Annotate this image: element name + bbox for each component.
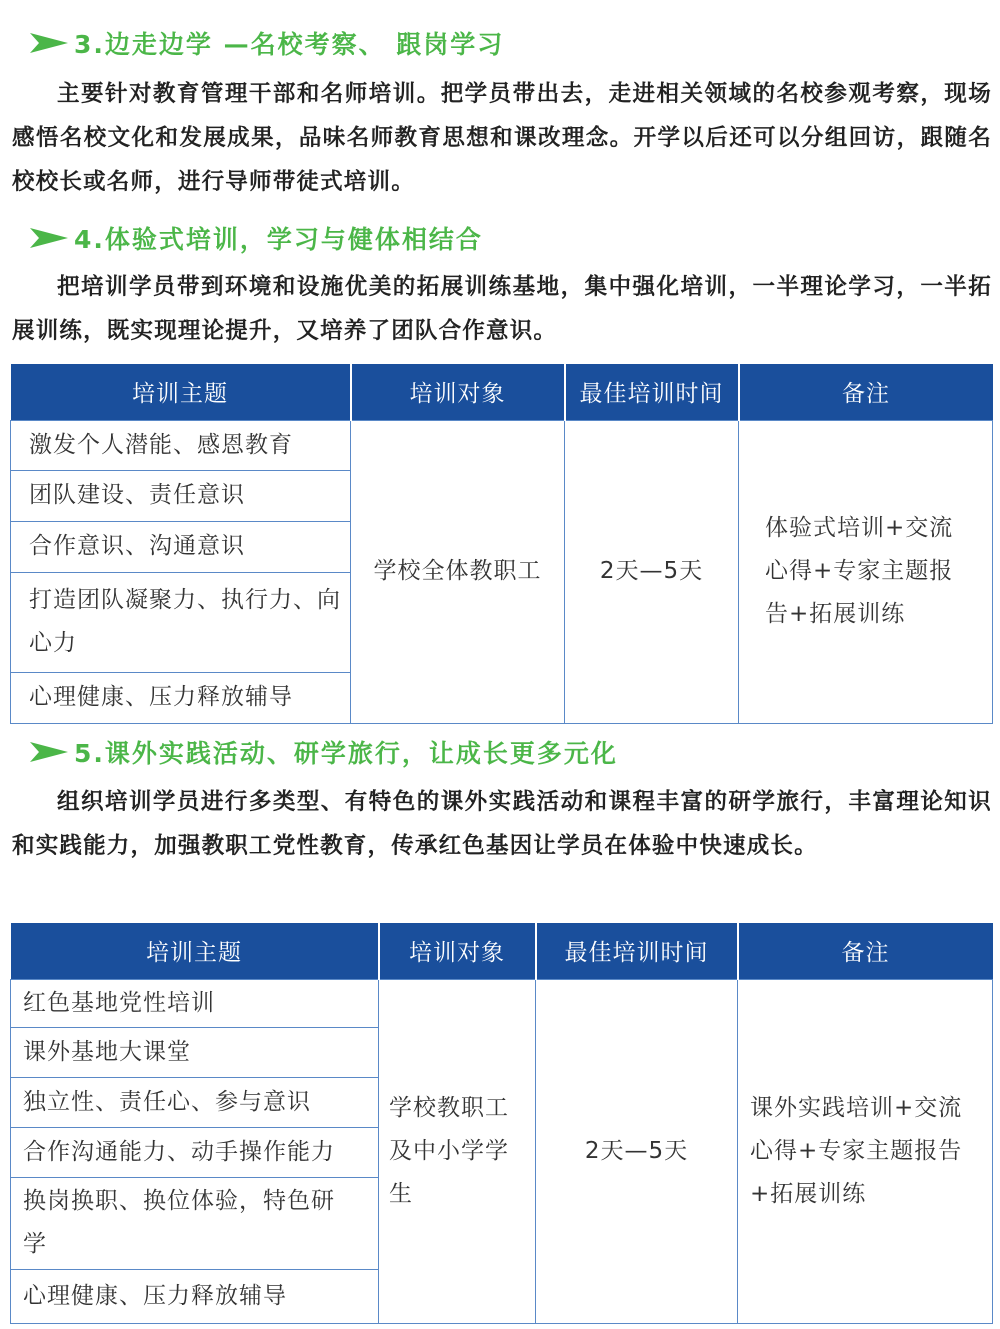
header-target: 培训对象: [379, 923, 536, 979]
target-cell: 学校全体教职工: [351, 420, 565, 723]
topic-cell: 合作沟通能力、动手操作能力: [11, 1127, 379, 1177]
topic-cell: 心理健康、压力释放辅导: [11, 1269, 379, 1323]
table-row: [11, 979, 993, 1027]
topic-cell: 课外基地大课堂: [11, 1027, 379, 1077]
header-note: 备注: [739, 364, 993, 420]
section-3-title: 3.边走边学 —名校考察、 跟岗学习: [74, 30, 505, 59]
table-header-row: [11, 923, 993, 979]
topic-cell: 打造团队凝聚力、执行力、向心力: [11, 572, 351, 672]
section-4-title: 4.体验式培训，学习与健体相结合: [74, 225, 483, 254]
topic-cell: 合作意识、沟通意识: [11, 521, 351, 572]
header-topic: 培训主题: [11, 923, 379, 979]
section-4-heading: [30, 218, 483, 258]
topic-cell: 团队建设、责任意识: [11, 470, 351, 521]
header-topic: 培训主题: [11, 364, 351, 420]
green-arrow-icon: [30, 225, 68, 251]
section-4-paragraph: 把培训学员带到环境和设施优美的拓展训练基地，集中强化培训，一半理论学习，一半拓展训练，既实现理论提升，又培养了团队合作意识。: [12, 274, 992, 344]
topic-cell: 换岗换职、换位体验，特色研学: [11, 1177, 379, 1269]
header-duration: 最佳培训时间: [536, 923, 738, 979]
table-header-row: [11, 364, 993, 420]
section-5-title: 5.课外实践活动、研学旅行，让成长更多元化: [74, 739, 618, 768]
green-arrow-icon: [30, 739, 68, 765]
target-cell: 学校教职工及中小学学生: [379, 979, 536, 1323]
topic-cell: 红色基地党性培训: [11, 979, 379, 1027]
duration-cell: 2天—5天: [536, 979, 738, 1323]
section-5-paragraph: 组织培训学员进行多类型、有特色的课外实践活动和课程丰富的研学旅行，丰富理论知识和实践能力，加强教职工党性教育，传承红色基因让学员在体验中快速成长。: [12, 789, 992, 859]
section-3-paragraph: 主要针对教育管理干部和名师培训。把学员带出去，走进相关领域的名校参观考察，现场感悟名校文化和发展成果，品味名师教育思想和课改理念。开学以后还可以分组回访，跟随名校校长或名师，进行导师带徒式培训。: [12, 81, 992, 195]
training-table-2: [10, 923, 993, 1324]
green-arrow-icon: [30, 30, 68, 56]
note-cell: 体验式培训+交流心得+专家主题报告+拓展训练: [739, 420, 993, 723]
training-table-1: [10, 364, 993, 724]
header-note: 备注: [738, 923, 993, 979]
section-5-heading: [30, 732, 618, 772]
table-row: [11, 420, 993, 470]
header-target: 培训对象: [351, 364, 565, 420]
section-3-heading: [30, 23, 504, 63]
note-cell: 课外实践培训+交流心得+专家主题报告+拓展训练: [738, 979, 993, 1323]
topic-cell: 激发个人潜能、感恩教育: [11, 420, 351, 470]
header-duration: 最佳培训时间: [565, 364, 739, 420]
topic-cell: 独立性、责任心、参与意识: [11, 1077, 379, 1127]
topic-cell: 心理健康、压力释放辅导: [11, 672, 351, 723]
duration-cell: 2天—5天: [565, 420, 739, 723]
